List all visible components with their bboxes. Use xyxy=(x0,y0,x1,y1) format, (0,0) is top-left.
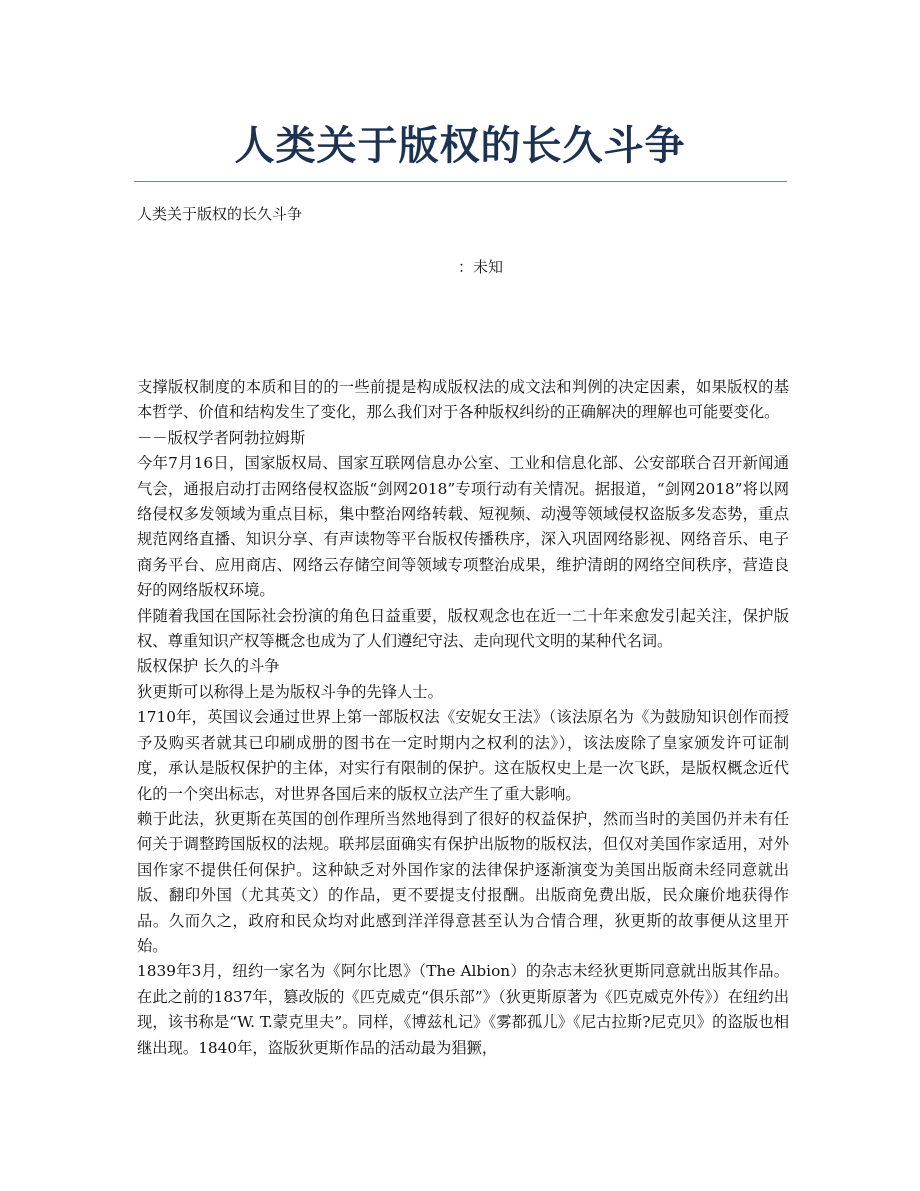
section-heading: 版权保护 长久的斗争 xyxy=(137,657,280,676)
document-title: 人类关于版权的长久斗争 xyxy=(234,123,686,169)
author-line: ：未知 xyxy=(458,258,504,276)
document-subtitle: 人类关于版权的长久斗争 xyxy=(137,205,303,223)
title-divider xyxy=(134,181,787,182)
body-paragraph: 1839年3月，纽约一家名为《阿尔比恩》（The Albion）的杂志未经狄更斯同意就出版其作品。在此之前的1837年，篡改版的《匹克威克“俱乐部”》（狄更斯原著为《匹克威克外传》）在纽约出现，该书称是“W. T.蒙克里夫”。同样，《博兹札记》《雾都孤儿》《尼古拉斯?尼克贝》的盗版也相继出现。1840年，盗版狄更斯作品的活动最为猖獗， xyxy=(137,962,789,1057)
body-paragraph: 赖于此法，狄更斯在英国的创作理所当然地得到了很好的权益保护，然而当时的美国仍并未有任何关于调整跨国版权的法规。联邦层面确实有保护出版物的版权法，但仅对美国作家适用，对外国作家不提供任何保护。这种缺乏对外国作家的法律保护逐渐演变为美国出版商未经同意就出版、翻印外国（尤其英文）的作品，更不要提支付报酬。出版商免费出版，民众廉价地获得作品。久而久之，政府和民众均对此感到洋洋得意甚至认为合情合理，狄更斯的故事便从这里开始。 xyxy=(137,809,789,955)
body-paragraph: 今年7月16日，国家版权局、国家互联网信息办公室、工业和信息化部、公安部联合召开新闻通气会，通报启动打击网络侵权盗版“剑网2018”专项行动有关情况。据报道，“剑网2018”将以网络侵权多发领域为重点目标，集中整治网络转载、短视频、动漫等领域侵权盗版多发态势，重点规范网络直播、知识分享、有声读物等平台版权传播秩序，深入巩固网络影视、网络音乐、电子商务平台、应用商店、网络云存储空间等领域专项整治成果，维护清朗的网络空间秩序，营造良好的网络版权环境。 xyxy=(137,454,789,600)
body-paragraph: 支撑版权制度的本质和目的的一些前提是构成版权法的成文法和判例的决定因素，如果版权的基本哲学、价值和结构发生了变化，那么我们对于各种版权纠纷的正确解决的理解也可能要变化。 xyxy=(137,378,789,422)
body-paragraph: －－版权学者阿勃拉姆斯 xyxy=(137,428,306,447)
body-paragraph: 1710年，英国议会通过世界上第一部版权法《安妮女王法》（该法原名为《为鼓励知识创作而授予及购买者就其已印刷成册的图书在一定时期内之权利的法》），该法废除了皇家颁发许可证制度，承认是版权保护的主体，对实行有限制的保护。这在版权史上是一次飞跃，是版权概念近代化的一个突出标志，对世界各国后来的版权立法产生了重大影响。 xyxy=(137,708,789,803)
body-paragraph: 狄更斯可以称得上是为版权斗争的先锋人士。 xyxy=(137,682,443,701)
body-paragraph: 伴随着我国在国际社会扮演的角色日益重要，版权观念也在近一二十年来愈发引起关注，保护版权、尊重知识产权等概念也成为了人们遵纪守法、走向现代文明的某种代名词。 xyxy=(137,606,789,651)
document-body xyxy=(137,375,789,1061)
